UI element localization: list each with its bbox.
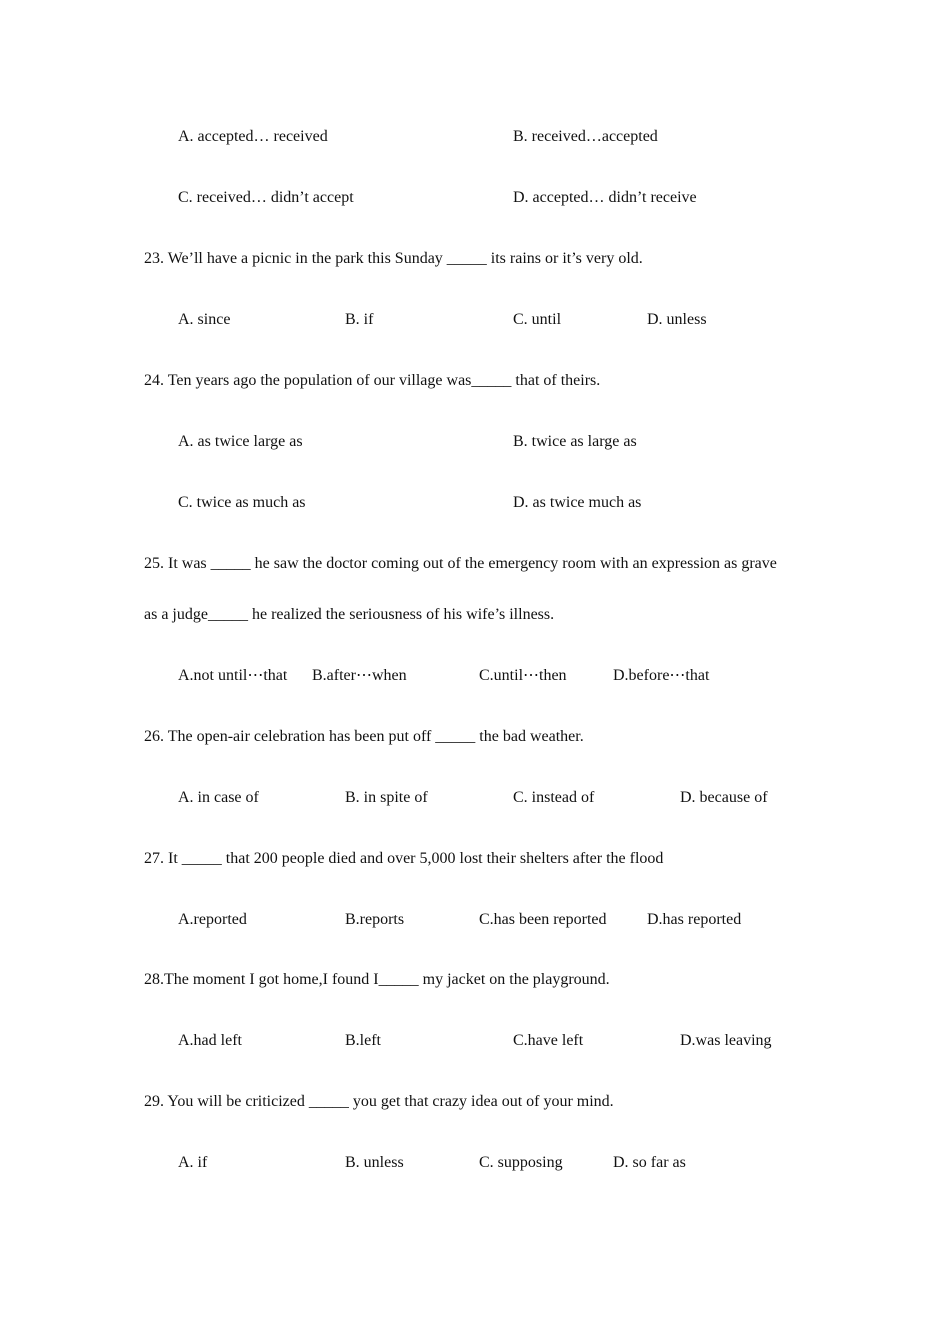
q22-option-b: B. received…accepted <box>513 128 658 145</box>
q27-option-c: C.has been reported <box>479 911 607 928</box>
q29-question: 29. You will be criticized _____ you get that crazy idea out of your mind. <box>144 1093 614 1110</box>
q23-question: 23. We’ll have a picnic in the park this Sunday _____ its rains or it’s very old. <box>144 250 643 267</box>
q25-option-a: A.not until⋯that <box>178 667 288 684</box>
q25-option-b: B.after⋯when <box>312 667 407 684</box>
q29-option-c: C. supposing <box>479 1154 563 1171</box>
q25-option-d: D.before⋯that <box>613 667 710 684</box>
q27-option-b: B.reports <box>345 911 405 928</box>
q26-option-d: D. because of <box>680 789 768 806</box>
q25-question-line2: as a judge_____ he realized the seriousness of his wife’s illness. <box>144 606 555 623</box>
q29-option-b: B. unless <box>345 1154 404 1171</box>
q28-option-a: A.had left <box>178 1032 242 1049</box>
q23-option-c: C. until <box>513 311 562 328</box>
q23-option-b: B. if <box>345 311 374 328</box>
q27-question: 27. It _____ that 200 people died and over 5,000 lost their shelters after the flood <box>144 850 664 867</box>
q28-question: 28.The moment I got home,I found I_____ my jacket on the playground. <box>144 971 610 988</box>
q24-option-b: B. twice as large as <box>513 433 637 450</box>
q26-question: 26. The open-air celebration has been put off _____ the bad weather. <box>144 728 584 745</box>
q26-option-a: A. in case of <box>178 789 259 806</box>
q27-option-d: D.has reported <box>647 911 742 928</box>
q24-option-a: A. as twice large as <box>178 433 303 450</box>
q29-option-d: D. so far as <box>613 1154 686 1171</box>
q23-option-d: D. unless <box>647 311 707 328</box>
q26-option-b: B. in spite of <box>345 789 428 806</box>
q26-option-c: C. instead of <box>513 789 595 806</box>
q28-option-c: C.have left <box>513 1032 584 1049</box>
q28-option-d: D.was leaving <box>680 1032 772 1049</box>
q23-option-a: A. since <box>178 311 231 328</box>
q25-option-c: C.until⋯then <box>479 667 567 684</box>
q29-option-a: A. if <box>178 1154 208 1171</box>
q24-option-c: C. twice as much as <box>178 494 306 511</box>
q22-option-d: D. accepted… didn’t receive <box>513 189 697 206</box>
q25-question-line1: 25. It was _____ he saw the doctor coming out of the emergency room with an expression as grave <box>144 555 777 572</box>
q27-option-a: A.reported <box>178 911 247 928</box>
q22-option-a: A. accepted… received <box>178 128 328 145</box>
q28-option-b: B.left <box>345 1032 381 1049</box>
q24-question: 24. Ten years ago the population of our village was_____ that of theirs. <box>144 372 601 389</box>
q22-option-c: C. received… didn’t accept <box>178 189 354 206</box>
q24-option-d: D. as twice much as <box>513 494 642 511</box>
